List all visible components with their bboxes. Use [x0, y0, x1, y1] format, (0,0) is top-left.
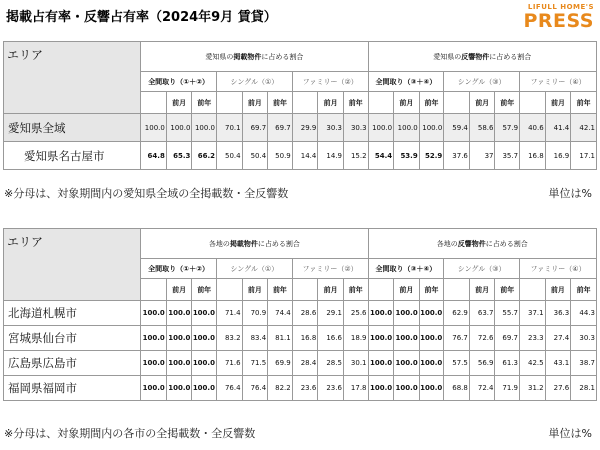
table-cell: 58.6 [469, 114, 495, 142]
sub-header-prev-month: 前月 [469, 92, 495, 114]
sub-header-prev-month: 前月 [469, 279, 495, 301]
sub-header-prev-year: 前年 [192, 279, 217, 301]
table-cell: 52.9 [419, 142, 444, 170]
table-cell: 76.4 [242, 376, 268, 401]
group-header-1: 全間取り（①＋②） [141, 72, 217, 92]
table-cell: 100.0 [166, 376, 192, 401]
table2-unit: 単位は% [548, 427, 592, 440]
table-cell: 100.0 [192, 301, 217, 326]
table-cell: 36.3 [545, 301, 571, 326]
table-cell: 100.0 [166, 114, 192, 142]
brand-logo-main: PRESS [523, 10, 594, 32]
table-row [4, 114, 597, 142]
table-cell: 100.0 [141, 326, 167, 351]
table-cell: 30.3 [571, 326, 597, 351]
table-cell: 14.4 [292, 142, 318, 170]
table-cell: 28.4 [292, 351, 318, 376]
table-cell: 23.3 [520, 326, 546, 351]
table-cell: 65.3 [166, 142, 192, 170]
sub-header-prev-year: 前年 [419, 279, 444, 301]
table-cell: 71.5 [242, 351, 268, 376]
sub-header-prev-month: 前月 [166, 92, 192, 114]
table-cell: 42.1 [571, 114, 597, 142]
group-header-5: シングル（③） [444, 259, 520, 279]
page-title: 掲載占有率・反響占有率（2024年9月 賃貸） [6, 10, 277, 25]
sub-header-current [444, 279, 470, 301]
table1-unit: 単位は% [548, 187, 592, 200]
table-cell: 100.0 [394, 351, 420, 376]
table-cell: 100.0 [192, 114, 217, 142]
table-cell: 50.4 [217, 142, 243, 170]
table-row [4, 301, 597, 326]
table-cell: 69.7 [495, 326, 520, 351]
table-cell: 50.9 [268, 142, 293, 170]
group-header-2: シングル（①） [216, 259, 292, 279]
table-cell: 61.3 [495, 351, 520, 376]
table-cell: 100.0 [166, 301, 192, 326]
table-row [4, 326, 597, 351]
table-cell: 100.0 [394, 301, 420, 326]
table1-footnote: ※分母は、対象期間内の愛知県全域の全掲載数・全反響数 [4, 187, 289, 200]
table-cell: 72.6 [469, 326, 495, 351]
table-cell: 71.4 [216, 301, 242, 326]
table-cell: 100.0 [166, 351, 192, 376]
brand-logo [523, 3, 594, 31]
sub-header-current [368, 92, 394, 114]
table-cell: 18.9 [343, 326, 368, 351]
table-cell: 100.0 [368, 376, 394, 401]
sub-header-prev-month: 前月 [545, 92, 571, 114]
group-header-3: ファミリー（②） [292, 259, 368, 279]
sub-header-prev-month: 前月 [166, 279, 192, 301]
table-cell: 100.0 [192, 326, 217, 351]
section-header-sec-left: 愛知県の掲載物件に占める割合 [141, 42, 368, 72]
table-row [4, 142, 597, 170]
table-cell: 57.5 [444, 351, 470, 376]
sub-header-current [292, 92, 318, 114]
section-header-sec-left: 各地の掲載物件に占める割合 [141, 229, 368, 259]
table-cell: 29.1 [318, 301, 344, 326]
table-row [4, 351, 597, 376]
group-header-4: 全間取り（③＋④） [368, 72, 444, 92]
table-cell: 82.2 [268, 376, 293, 401]
table-cell: 28.6 [292, 301, 318, 326]
table-cell: 43.1 [545, 351, 571, 376]
table-cell: 100.0 [141, 351, 167, 376]
table-cell: 16.9 [545, 142, 571, 170]
brand-logo-top: LIFULL HOME'S [527, 3, 594, 11]
table-cell: 68.8 [444, 376, 470, 401]
table-cell: 100.0 [192, 376, 217, 401]
sub-header-prev-month: 前月 [394, 92, 420, 114]
table-cell: 100.0 [166, 326, 192, 351]
table-cell: 17.1 [571, 142, 597, 170]
table-cell: 54.4 [368, 142, 394, 170]
table-cell: 50.4 [242, 142, 268, 170]
sub-header-prev-year: 前年 [419, 92, 444, 114]
area-header: エリア [4, 42, 141, 114]
table-cell: 28.5 [318, 351, 344, 376]
sub-header-prev-month: 前月 [394, 279, 420, 301]
table-cell: 83.2 [216, 326, 242, 351]
table-cell: 56.9 [469, 351, 495, 376]
table-cell: 16.8 [520, 142, 546, 170]
table-cell: 38.7 [571, 351, 597, 376]
table-cell: 31.2 [520, 376, 546, 401]
sub-header-current [444, 92, 470, 114]
table-cell: 44.3 [571, 301, 597, 326]
group-header-2: シングル（①） [217, 72, 293, 92]
sub-header-prev-month: 前月 [318, 279, 344, 301]
table-cell: 69.7 [268, 114, 293, 142]
table-cell: 81.1 [268, 326, 293, 351]
table-cell: 14.9 [318, 142, 344, 170]
table-cell: 27.4 [545, 326, 571, 351]
table-cell: 27.6 [545, 376, 571, 401]
table-cell: 76.7 [444, 326, 470, 351]
sub-header-current [520, 279, 546, 301]
table-cell: 40.6 [520, 114, 546, 142]
table-cell: 37.6 [444, 142, 470, 170]
table-cell: 53.9 [394, 142, 420, 170]
sub-header-prev-month: 前月 [545, 279, 571, 301]
table-cell: 30.1 [343, 351, 368, 376]
table-cell: 100.0 [419, 301, 444, 326]
table-cell: 100.0 [368, 114, 394, 142]
group-header-6: ファミリー（④） [520, 259, 597, 279]
group-header-1: 全間取り（①＋②） [141, 259, 217, 279]
table-cell: 29.9 [292, 114, 318, 142]
table-cell: 37 [469, 142, 495, 170]
sub-header-current [217, 92, 243, 114]
table-cell: 100.0 [394, 326, 420, 351]
sub-header-current [141, 279, 167, 301]
section-header-sec-right: 各地の反響物件に占める割合 [368, 229, 596, 259]
row-label: 広島県広島市 [4, 351, 141, 376]
table-cell: 71.9 [495, 376, 520, 401]
table-cell: 100.0 [368, 326, 394, 351]
table-cell: 100.0 [419, 376, 444, 401]
area-header: エリア [4, 229, 141, 301]
row-label: 宮城県仙台市 [4, 326, 141, 351]
table-cell: 69.7 [242, 114, 268, 142]
table-cell: 70.1 [217, 114, 243, 142]
section-header-sec-right: 愛知県の反響物件に占める割合 [368, 42, 596, 72]
group-header-5: シングル（③） [444, 72, 520, 92]
row-label: 愛知県名古屋市 [4, 142, 141, 170]
sub-header-prev-month: 前月 [242, 279, 268, 301]
table-cell: 100.0 [419, 351, 444, 376]
sub-header-current [368, 279, 394, 301]
table-cell: 66.2 [192, 142, 217, 170]
table-cell: 41.4 [545, 114, 571, 142]
sub-header-prev-year: 前年 [571, 92, 597, 114]
table-cell: 100.0 [394, 114, 420, 142]
table-cell: 100.0 [141, 376, 167, 401]
sub-header-current [292, 279, 318, 301]
sub-header-prev-year: 前年 [495, 92, 520, 114]
table-cell: 72.4 [469, 376, 495, 401]
group-header-6: ファミリー（④） [520, 72, 597, 92]
sub-header-current [216, 279, 242, 301]
table-cell: 37.1 [520, 301, 546, 326]
table-cell: 16.8 [292, 326, 318, 351]
table-cell: 55.7 [495, 301, 520, 326]
table-cell: 100.0 [141, 114, 167, 142]
table-cell: 100.0 [141, 301, 167, 326]
share-table-cities [3, 228, 597, 401]
table-cell: 16.6 [318, 326, 344, 351]
sub-header-current [141, 92, 167, 114]
table-cell: 71.6 [216, 351, 242, 376]
sub-header-prev-year: 前年 [495, 279, 520, 301]
table-cell: 74.4 [268, 301, 293, 326]
row-label: 北海道札幌市 [4, 301, 141, 326]
sub-header-prev-year: 前年 [343, 279, 368, 301]
table-cell: 76.4 [216, 376, 242, 401]
table-cell: 25.6 [343, 301, 368, 326]
table-cell: 69.9 [268, 351, 293, 376]
table-cell: 23.6 [318, 376, 344, 401]
table-cell: 30.3 [318, 114, 344, 142]
sub-header-prev-month: 前月 [318, 92, 344, 114]
table-cell: 100.0 [394, 376, 420, 401]
table-cell: 35.7 [495, 142, 520, 170]
table-cell: 100.0 [419, 326, 444, 351]
sub-header-prev-month: 前月 [242, 92, 268, 114]
table-cell: 57.9 [495, 114, 520, 142]
sub-header-current [520, 92, 546, 114]
sub-header-prev-year: 前年 [268, 279, 293, 301]
table-cell: 83.4 [242, 326, 268, 351]
table-cell: 59.4 [444, 114, 470, 142]
group-header-3: ファミリー（②） [292, 72, 368, 92]
table-cell: 63.7 [469, 301, 495, 326]
table-cell: 28.1 [571, 376, 597, 401]
table-row [4, 376, 597, 401]
table-cell: 23.6 [292, 376, 318, 401]
table-cell: 100.0 [368, 301, 394, 326]
table-cell: 42.5 [520, 351, 546, 376]
table-cell: 64.8 [141, 142, 167, 170]
table-cell: 15.2 [343, 142, 368, 170]
table2-footnote: ※分母は、対象期間内の各市の全掲載数・全反響数 [4, 427, 256, 440]
sub-header-prev-year: 前年 [343, 92, 368, 114]
table-cell: 17.8 [343, 376, 368, 401]
group-header-4: 全間取り（③＋④） [368, 259, 444, 279]
share-table-aichi [3, 41, 597, 170]
table-cell: 100.0 [192, 351, 217, 376]
table-cell: 100.0 [419, 114, 444, 142]
table-cell: 70.9 [242, 301, 268, 326]
sub-header-prev-year: 前年 [268, 92, 293, 114]
table-cell: 62.9 [444, 301, 470, 326]
table-cell: 30.3 [343, 114, 368, 142]
table-cell: 100.0 [368, 351, 394, 376]
sub-header-prev-year: 前年 [192, 92, 217, 114]
row-label: 福岡県福岡市 [4, 376, 141, 401]
row-label: 愛知県全域 [4, 114, 141, 142]
sub-header-prev-year: 前年 [571, 279, 597, 301]
